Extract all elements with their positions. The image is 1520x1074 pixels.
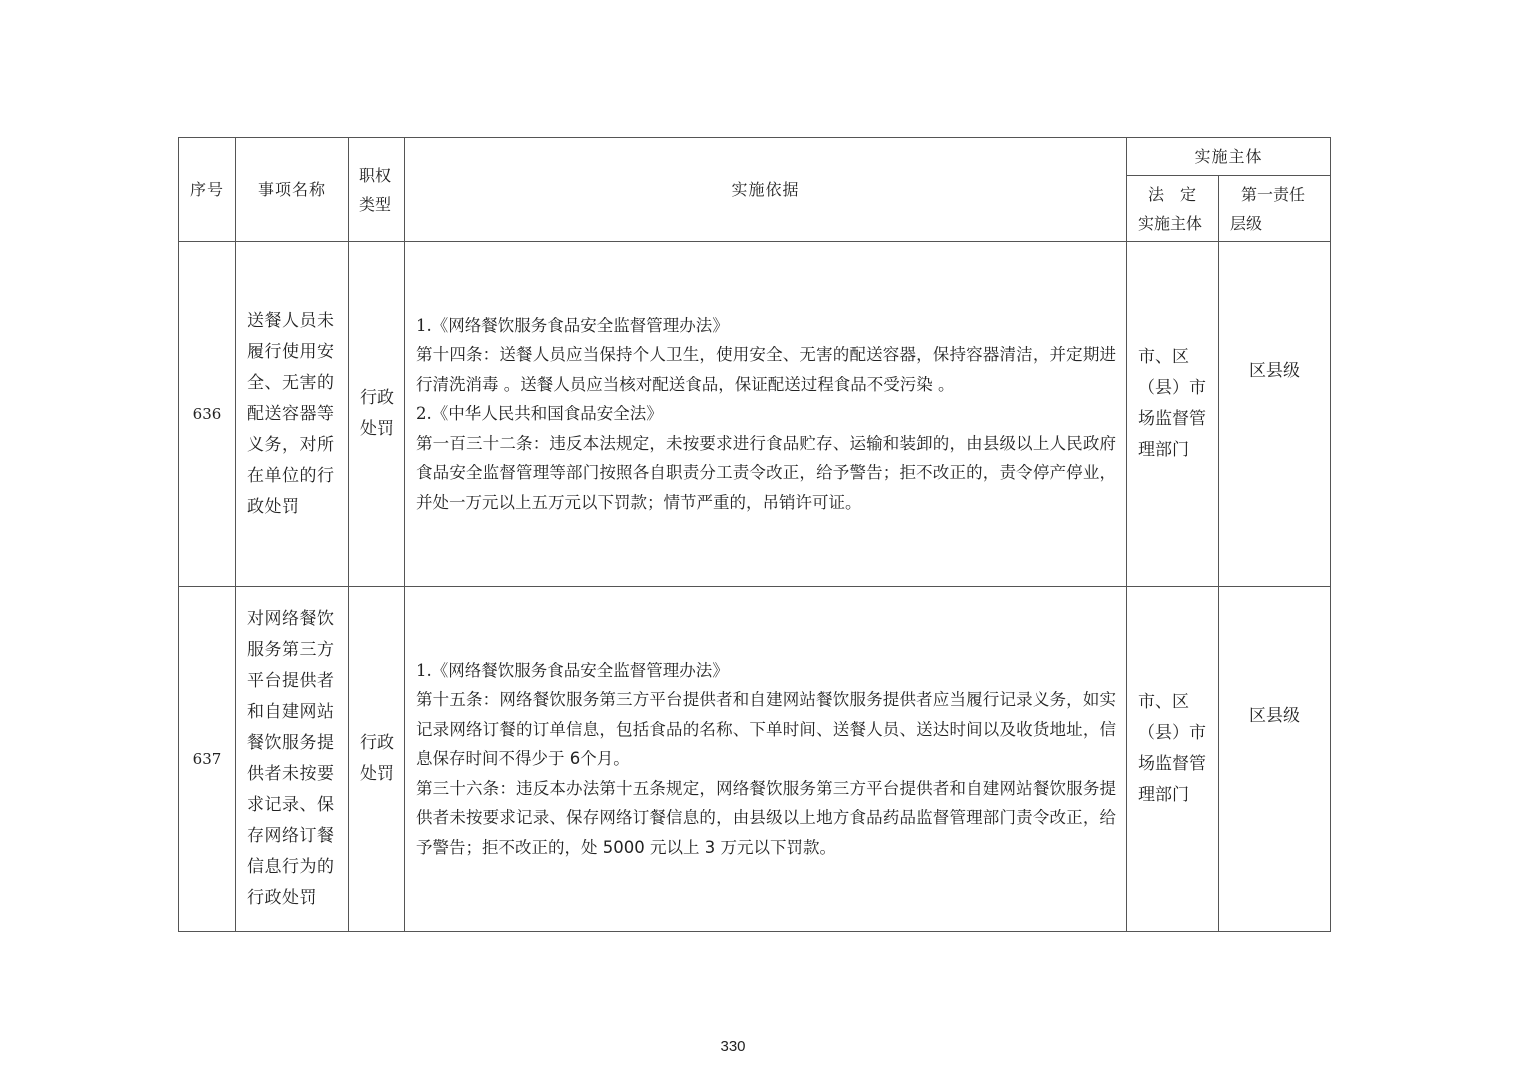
- basis-article: 第一百三十二条：违反本法规定，未按要求进行食品贮存、运输和装卸的，由县级以上人民政府食品安全监督管理等部门按照各自职责分工责令改正，给予警告；拒不改正的，责令停产停业，并处一万元以上五万元以下罚款；情节严重的，吊销许可证。: [416, 433, 1116, 512]
- header-power-type-line2: 类型: [359, 194, 392, 214]
- row-seq: 636: [179, 242, 236, 587]
- row-item-name: 送餐人员未履行使用安全、无害的配送容器等义务，对所在单位的行政处罚: [236, 242, 349, 587]
- row-legal-subject-text: 市、区（县）市场监督管理部门: [1138, 347, 1206, 460]
- row-seq: 637: [179, 587, 236, 932]
- row-basis: [405, 242, 1127, 587]
- header-name: 事项名称: [236, 138, 349, 242]
- header-level: [1219, 176, 1331, 242]
- header-legal-subject: [1127, 176, 1219, 242]
- row-power-type-line2: 处罚: [360, 419, 394, 439]
- header-legal-subject-line1: 法 定: [1148, 184, 1197, 204]
- row-item-name: 对网络餐饮服务第三方平台提供者和自建网站餐饮服务提供者未按要求记录、保存网络订餐信息行为的行政处罚: [236, 587, 349, 932]
- table-row: [179, 587, 1331, 932]
- basis-article: 第三十六条：违反本办法第十五条规定，网络餐饮服务第三方平台提供者和自建网站餐饮服务提供者未按要求记录、保存网络订餐信息的，由县级以上地方食品药品监督管理部门责令改正，给予警告；拒不改正的，处 5000 元以上 3 万元以下罚款。: [416, 778, 1116, 857]
- basis-law-title: 1.《网络餐饮服务食品安全监督管理办法》: [416, 315, 729, 335]
- header-level-line2: 层级: [1230, 213, 1263, 233]
- row-level: [1219, 587, 1331, 932]
- header-row: [179, 138, 1331, 176]
- row-level-text: 区县级: [1249, 705, 1300, 726]
- row-legal-subject: [1127, 242, 1219, 587]
- basis-law-title: 2.《中华人民共和国食品安全法》: [416, 404, 663, 424]
- basis-article: 第十四条：送餐人员应当保持个人卫生，使用安全、无害的配送容器，保持容器清洁，并定期进行清洗消毒 。送餐人员应当核对配送食品，保证配送过程食品不受污染 。: [416, 345, 1116, 394]
- regulation-table: [178, 137, 1331, 932]
- row-level: [1219, 242, 1331, 587]
- row-power-type: [349, 587, 405, 932]
- basis-law-title: 1.《网络餐饮服务食品安全监督管理办法》: [416, 660, 729, 680]
- header-power-type: [349, 138, 405, 242]
- header-legal-subject-line2: 实施主体: [1138, 213, 1203, 233]
- row-power-type-line2: 处罚: [360, 764, 394, 784]
- row-power-type: [349, 242, 405, 587]
- row-legal-subject: [1127, 587, 1219, 932]
- row-level-text: 区县级: [1249, 360, 1300, 381]
- basis-article: 第十五条：网络餐饮服务第三方平台提供者和自建网站餐饮服务提供者应当履行记录义务，如实记录网络订餐的订单信息，包括食品的名称、下单时间、送餐人员、送达时间以及收货地址，信息保存时间不得少于 6个月。: [416, 690, 1116, 769]
- row-legal-subject-text: 市、区（县）市场监督管理部门: [1138, 692, 1206, 805]
- row-power-type-line1: 行政: [360, 733, 394, 753]
- row-power-type-line1: 行政: [360, 388, 394, 408]
- page-number: 330: [720, 1038, 746, 1055]
- table-row: [179, 242, 1331, 587]
- header-basis: 实施依据: [405, 138, 1127, 242]
- header-subject: 实施主体: [1127, 138, 1331, 176]
- row-basis: [405, 587, 1127, 932]
- header-level-line1: 第一责任: [1241, 184, 1306, 204]
- header-seq: 序号: [179, 138, 236, 242]
- header-power-type-line1: 职权: [359, 165, 392, 185]
